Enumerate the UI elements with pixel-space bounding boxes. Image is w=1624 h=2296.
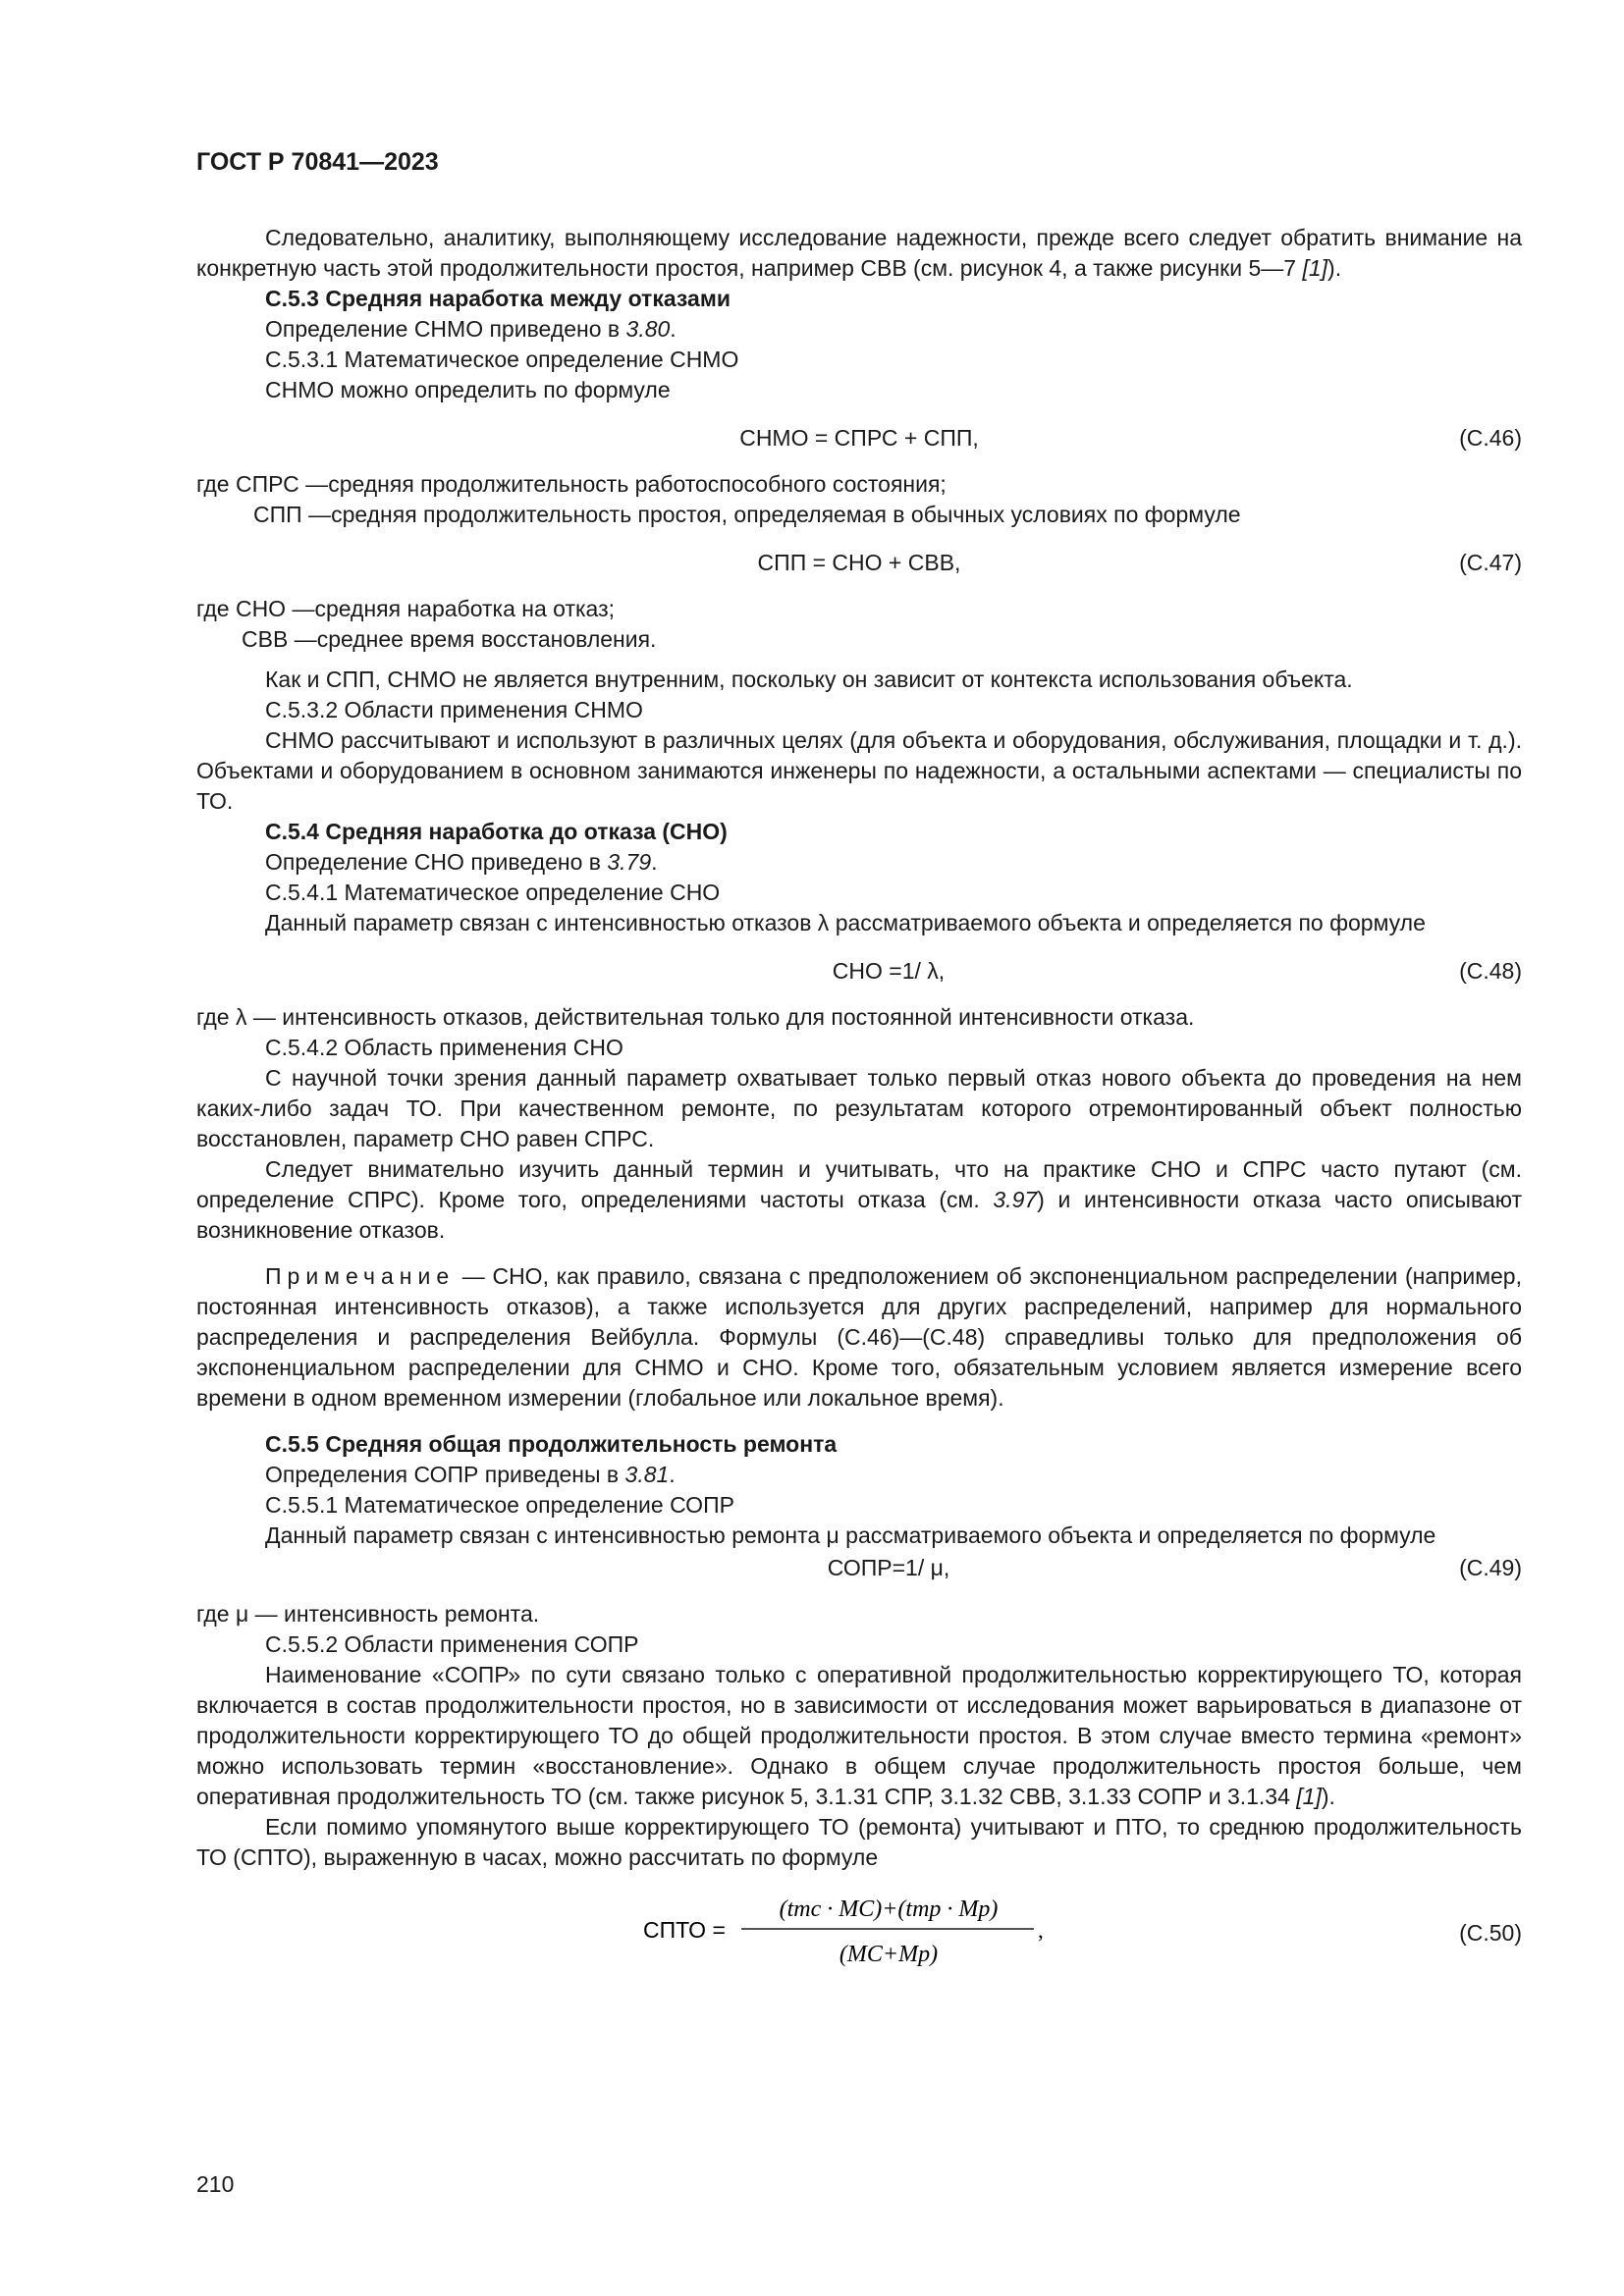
formula-lhs: СПТО =: [643, 1917, 726, 1943]
formula-intro: Данный параметр связан с интенсивностью ремонта μ рассматриваемого объекта и определяется по формуле: [265, 1522, 1436, 1548]
where-item: где μ — интенсивность ремонта.: [196, 1601, 540, 1627]
paragraph: Наименование «СОПР» по сути связано только с оперативной продолжительностью корректирующего ТО, которая включается в состав продолжительности простоя, но в зависимости от исследования может варьироваться в диапазоне от продолжительности корректирующего ТО до общей продолжительности простоя. В этом случае вместо термина «ремонт» можно использовать термин «восстановление». Однако в общем случае продолжительность простоя больше, чем оперативная продолжительность ТО (см. также рисунок 5, 3.1.31 СПР, 3.1.32 СВВ, 3.1.33 СОПР и 3.1.34 [1]).: [196, 1662, 1522, 1809]
formula-expression: СОПР=1/ μ,: [827, 1555, 950, 1580]
where-item: где λ — интенсивность отказов, действительная только для постоянной интенсивности отказа.: [196, 1004, 1195, 1030]
subsection-title: С.5.3.2 Области применения СНМО: [265, 697, 643, 722]
page-number: 210: [196, 2171, 235, 2197]
formula-c46: [196, 423, 1522, 454]
document-header: ГОСТ Р 70841—2023: [196, 148, 439, 176]
reference-link[interactable]: [1]: [1296, 1784, 1322, 1809]
formula-denominator: (MC+Mp): [839, 1942, 939, 1967]
subsection-title: С.5.3.1 Математическое определение СНМО: [265, 347, 739, 372]
subsection-title: С.5.5.2 Области применения СОПР: [265, 1631, 639, 1657]
formula-c50: [196, 1883, 1522, 1991]
clause-link[interactable]: 3.80: [625, 316, 671, 342]
paragraph: Если помимо упомянутого выше корректирующего ТО (ремонта) учитывают и ПТО, то среднюю продолжительность ТО (СПТО), выраженную в часах, можно рассчитать по формуле: [196, 1814, 1522, 1870]
paragraph: СНМО рассчитывают и используют в различных целях (для объекта и оборудования, обслуживания, площадки и т. д.). Объектами и оборудованием в основном занимаются инженеры по надежности, а остальными аспектами — специалисты по ТО.: [196, 727, 1522, 814]
note-label: Примечание: [265, 1263, 456, 1289]
reference-link[interactable]: [1]: [1302, 255, 1328, 281]
formula-intro: СНМО можно определить по формуле: [265, 377, 671, 402]
formula-number: (С.47): [1459, 550, 1522, 575]
formula-c48: [196, 956, 1522, 987]
section-title-c555: С.5.5 Средняя общая продолжительность ремонта: [265, 1431, 838, 1457]
clause-link[interactable]: 3.81: [624, 1462, 670, 1487]
formula-c49: [196, 1553, 1522, 1583]
formula-number: (С.48): [1459, 958, 1522, 984]
paragraph: Следует внимательно изучить данный термин и учитывать, что на практике СНО и СПРС часто путают (см. определение СПРС). Кроме того, определениями частоты отказа (см. 3.97) и интенсивности отказа часто описывают возникновение отказов.: [196, 1156, 1522, 1243]
document-page: [196, 147, 1522, 1991]
paragraph: Как и СПП, СНМО не является внутренним, поскольку он зависит от контекста использования объекта.: [265, 667, 1353, 692]
where-item: СПП — средняя продолжительность простоя, определяемая в обычных условиях по формуле: [253, 502, 1241, 527]
formula-number: (С.46): [1459, 425, 1522, 451]
formula-numerator: (tmc · MC)+(tmp · Mp): [779, 1896, 999, 1922]
where-item: где СПРС — средняя продолжительность работоспособного состояния;: [196, 471, 947, 497]
formula-expression: СПП = СНО + СВВ,: [757, 550, 961, 575]
note: [196, 1261, 1522, 1414]
formula-intro: Данный параметр связан с интенсивностью отказов λ рассматриваемого объекта и определяется по формуле: [265, 910, 1426, 935]
where-item: СВВ — среднее время восстановления.: [242, 626, 657, 652]
formula-number: (С.50): [1459, 1920, 1522, 1946]
paragraph-intro: Следовательно, аналитику, выполняющему исследование надежности, прежде всего следует обратить внимание на конкретную часть этой продолжительности простоя, например СВВ (см. рисунок 4, а также рисунки 5—7 [1]).: [196, 225, 1522, 281]
definition-ref: Определение СНО приведено в 3.79.: [265, 849, 658, 875]
formula-expression: СНО =1/ λ,: [832, 958, 946, 984]
clause-link[interactable]: 3.79: [607, 849, 652, 875]
formula-expression: СНМО = СПРС + СПП,: [739, 425, 979, 451]
section-title-c553: С.5.3 Средняя наработка между отказами: [265, 286, 731, 311]
formula-comma: ,: [1038, 1918, 1044, 1943]
section-title-c554: С.5.4 Средняя наработка до отказа (СНО): [265, 819, 728, 844]
clause-link[interactable]: 3.97: [993, 1187, 1038, 1212]
subsection-title: С.5.4.1 Математическое определение СНО: [265, 880, 721, 905]
formula-number: (С.49): [1459, 1555, 1522, 1580]
paragraph: С научной точки зрения данный параметр охватывает только первый отказ нового объекта до проведения на нем каких-либо задач ТО. При качественном ремонте, по результатам которого отремонтированный объект полностью восстановлен, параметр СНО равен СПРС.: [196, 1065, 1522, 1151]
fraction-formula-graphic: [643, 1883, 1075, 1981]
definition-ref: Определение СНМО приведено в 3.80.: [265, 316, 677, 342]
subsection-title: С.5.5.1 Математическое определение СОПР: [265, 1492, 734, 1518]
where-item: где СНО — средняя наработка на отказ;: [196, 596, 616, 621]
note-text: — СНО, как правило, связана с предположением об экспоненциальном распределении (например, постоянная интенсивность отказов), а также используется для других распределений, например для нормального распределения и распределения Вейбулла. Формулы (С.46)—(С.48) справедливы только для предположения об экспоненциальном распределении для СНМО и СНО. Кроме того, обязательным условием является измерение всего времени в одном временном измерении (глобальное или локальное время).: [196, 1263, 1522, 1411]
formula-c47: [196, 548, 1522, 578]
definition-ref: Определения СОПР приведены в 3.81.: [265, 1462, 676, 1487]
subsection-title: С.5.4.2 Область применения СНО: [265, 1035, 623, 1060]
